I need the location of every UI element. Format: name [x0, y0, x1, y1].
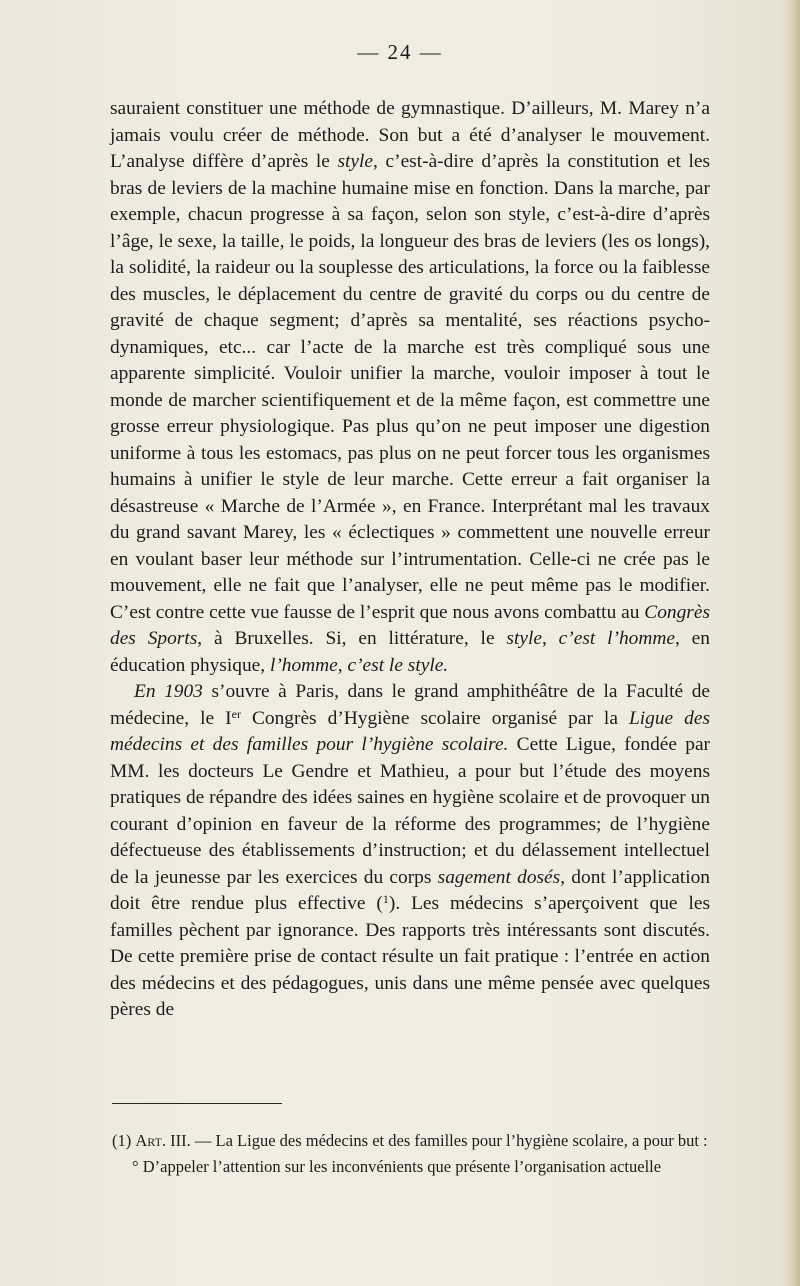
text-run: , c’est-à-dire d’après la constitution et les bras de leviers de la machine humaine mise en fonction. Dans la marche, par exemple, chacun progresse à sa façon, selon son style, c’est-à-dire d’après l’âge, le sexe, la taille, le poids, la longueur des bras de leviers (les os longs), la solidité, la raideur ou la souplesse des articulations, la force ou la faiblesse des muscles, le déplacement du centre de gravité du corps ou du centre de gravité de chaque segment; d’après sa mentalité, ses réactions psycho-dynamiques, etc... car l’acte de la marche est très compliqué sous une apparente simplicité. Vouloir unifier la marche, vouloir imposer à tout le monde de marcher scientifiquement et de la même façon, est commettre une grosse erreur physiologique. Pas plus qu’on ne peut imposer une digestion uniforme à tous les estomacs, pas plus on ne peut forcer tous les organismes humains à unifier le style de leur marche. Cette erreur a fait organiser la désastreuse « Marche de l’Armée », en France. Interprétant mal les travaux du grand savant Marey, les « éclectiques » commettent une nouvelle erreur en voulant baser leur méthode sur l’intrumentation. Celle-ci ne crée pas le mouvement, elle ne fait que l’analyser, elle ne peut même pas le modifier. C’est contre cette vue fausse de l’esprit que nous avons combattu au: [110, 151, 710, 623]
text-run: , dont l’application doit être rendue plus effective (: [110, 866, 710, 914]
italic-run: c’est l’homme: [558, 628, 675, 649]
text-run: sauraient constituer une méthode de gymnastique. D’ailleurs, M. Marey n’a jamais voulu créer de méthode. Son but a été d’analyser le mouvement. L’analyse diffère d’après le: [110, 98, 710, 172]
footnote-1: [112, 1128, 712, 1154]
page-edge-stain: [782, 0, 800, 1286]
text-run: , en éducation physique,: [110, 628, 710, 676]
text-run: , à Bruxelles. Si, en littérature, le: [197, 628, 507, 649]
italic-run: En 1903: [134, 681, 203, 702]
footnote-continuation: ° D’appeler l’attention sur les inconvénients que présente l’organisation actuelle: [132, 1157, 662, 1176]
footnote-ref: 1: [382, 892, 389, 906]
text-run: Cette Ligue, fondée par MM. les docteurs Le Gendre et Mathieu, a pour but l’étude des moyens pratiques de répandre des idées saines en hygiène scolaire et de provoquer un courant d’opinion en faveur de la réforme des programmes; de l’hygiène défectueuse des établissements d’instruction; et du délassement intellectuel de la jeunesse par les exercices du corps: [110, 734, 711, 888]
footnote-rule: [112, 1103, 282, 1104]
page-number: — 24 —: [357, 40, 443, 64]
superscript: er: [231, 706, 241, 721]
text-run: Congrès d’Hygiène scolaire organisé par la: [240, 707, 629, 729]
text-run: ,: [541, 628, 559, 649]
italic-run: sagement dosés: [437, 866, 561, 888]
italic-run: style: [506, 628, 542, 649]
paragraph-1: [110, 96, 710, 679]
italic-run: l’homme, c’est le style.: [269, 654, 449, 676]
italic-run: Congrès des Sports: [110, 601, 710, 649]
text-run: ). Les médecins s’aperçoivent que les familles pèchent par ignorance. Des rapports très intéressants sont discutés. De cette première prise de contact résulte un fait pratique : l’entrée en action des médecins et des pédagogues, unis dans une même pensée avec quelques pères de: [110, 893, 710, 1020]
footnote-text: — La Ligue des médecins et des familles pour l’hygiène scolaire, a pour but :: [190, 1131, 708, 1150]
italic-run: Ligue des médecins et des familles pour l’hygiène scolaire.: [110, 707, 710, 755]
body-text: [110, 96, 710, 1024]
footnotes: [112, 1128, 712, 1180]
article-ref: Art. III.: [135, 1131, 191, 1150]
paragraph-2: [110, 679, 710, 1024]
text-run: s’ouvre à Paris, dans le grand amphithéâtre de la Faculté de médecine, le I: [110, 681, 710, 729]
footnote-mark: (1): [112, 1131, 132, 1150]
italic-run: style: [337, 151, 374, 172]
